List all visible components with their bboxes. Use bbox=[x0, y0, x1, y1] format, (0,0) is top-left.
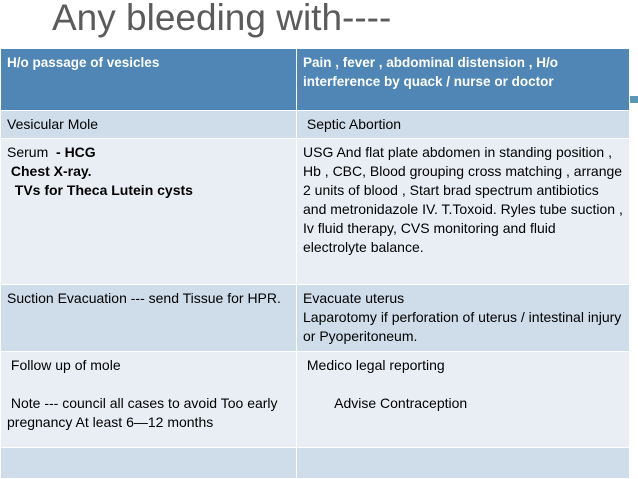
serum-hcg: - HCG bbox=[56, 144, 96, 161]
evacuate-line: Evacuate uterus bbox=[303, 290, 405, 307]
serum-line bbox=[7, 143, 290, 162]
table-row bbox=[1, 285, 630, 352]
table-row bbox=[1, 139, 630, 285]
cell-investigations-septic: USG And flat plate abdomen in standing position , Hb , CBC, Blood grouping cross matching , arrange 2 units of blood , Start brad spectrum antibiotics and metronidazole IV. T.Toxoid. Ryles tube suction , Iv fluid therapy, CVS monitoring and fluid electrolyte balance. bbox=[297, 139, 630, 285]
empty-cell-right bbox=[297, 447, 630, 478]
chest-xray-line: Chest X-ray. bbox=[7, 163, 92, 180]
cell-vesicular-mole: Vesicular Mole bbox=[1, 110, 297, 138]
cell-septic-abortion: Septic Abortion bbox=[297, 110, 630, 138]
cell-investigations-mole bbox=[1, 139, 297, 285]
comparison-table bbox=[0, 48, 630, 479]
cell-evacuate-uterus bbox=[297, 285, 630, 352]
cell-follow-up bbox=[1, 352, 297, 447]
table-row bbox=[1, 447, 630, 478]
table-row bbox=[1, 110, 630, 138]
header-cell-pain-fever: Pain , fever , abdominal distension , H/o interference by quack / nurse or doctor bbox=[297, 49, 630, 111]
contraception-line: Advise Contraception bbox=[303, 395, 468, 412]
spacer bbox=[7, 375, 290, 394]
medico-legal-line: Medico legal reporting bbox=[303, 357, 445, 374]
table-header-row bbox=[1, 49, 630, 111]
table-row bbox=[1, 352, 630, 447]
cell-suction-evacuation: Suction Evacuation --- send Tissue for HPR. bbox=[1, 285, 297, 352]
header-cell-vesicles: H/o passage of vesicles bbox=[1, 49, 297, 111]
empty-cell-left bbox=[1, 447, 297, 478]
spacer bbox=[303, 375, 623, 394]
follow-up-line: Follow up of mole bbox=[7, 357, 121, 374]
serum-prefix: Serum bbox=[7, 144, 57, 161]
tvs-line: TVs for Theca Lutein cysts bbox=[7, 182, 193, 199]
slide-title: Any bleeding with---- bbox=[52, 0, 392, 38]
cell-medico-legal bbox=[297, 352, 630, 447]
council-note-line: Note --- council all cases to avoid Too early pregnancy At least 6—12 months bbox=[7, 395, 282, 431]
laparotomy-line: Laparotomy if perforation of uterus / intestinal injury or Pyoperitoneum. bbox=[303, 309, 626, 345]
